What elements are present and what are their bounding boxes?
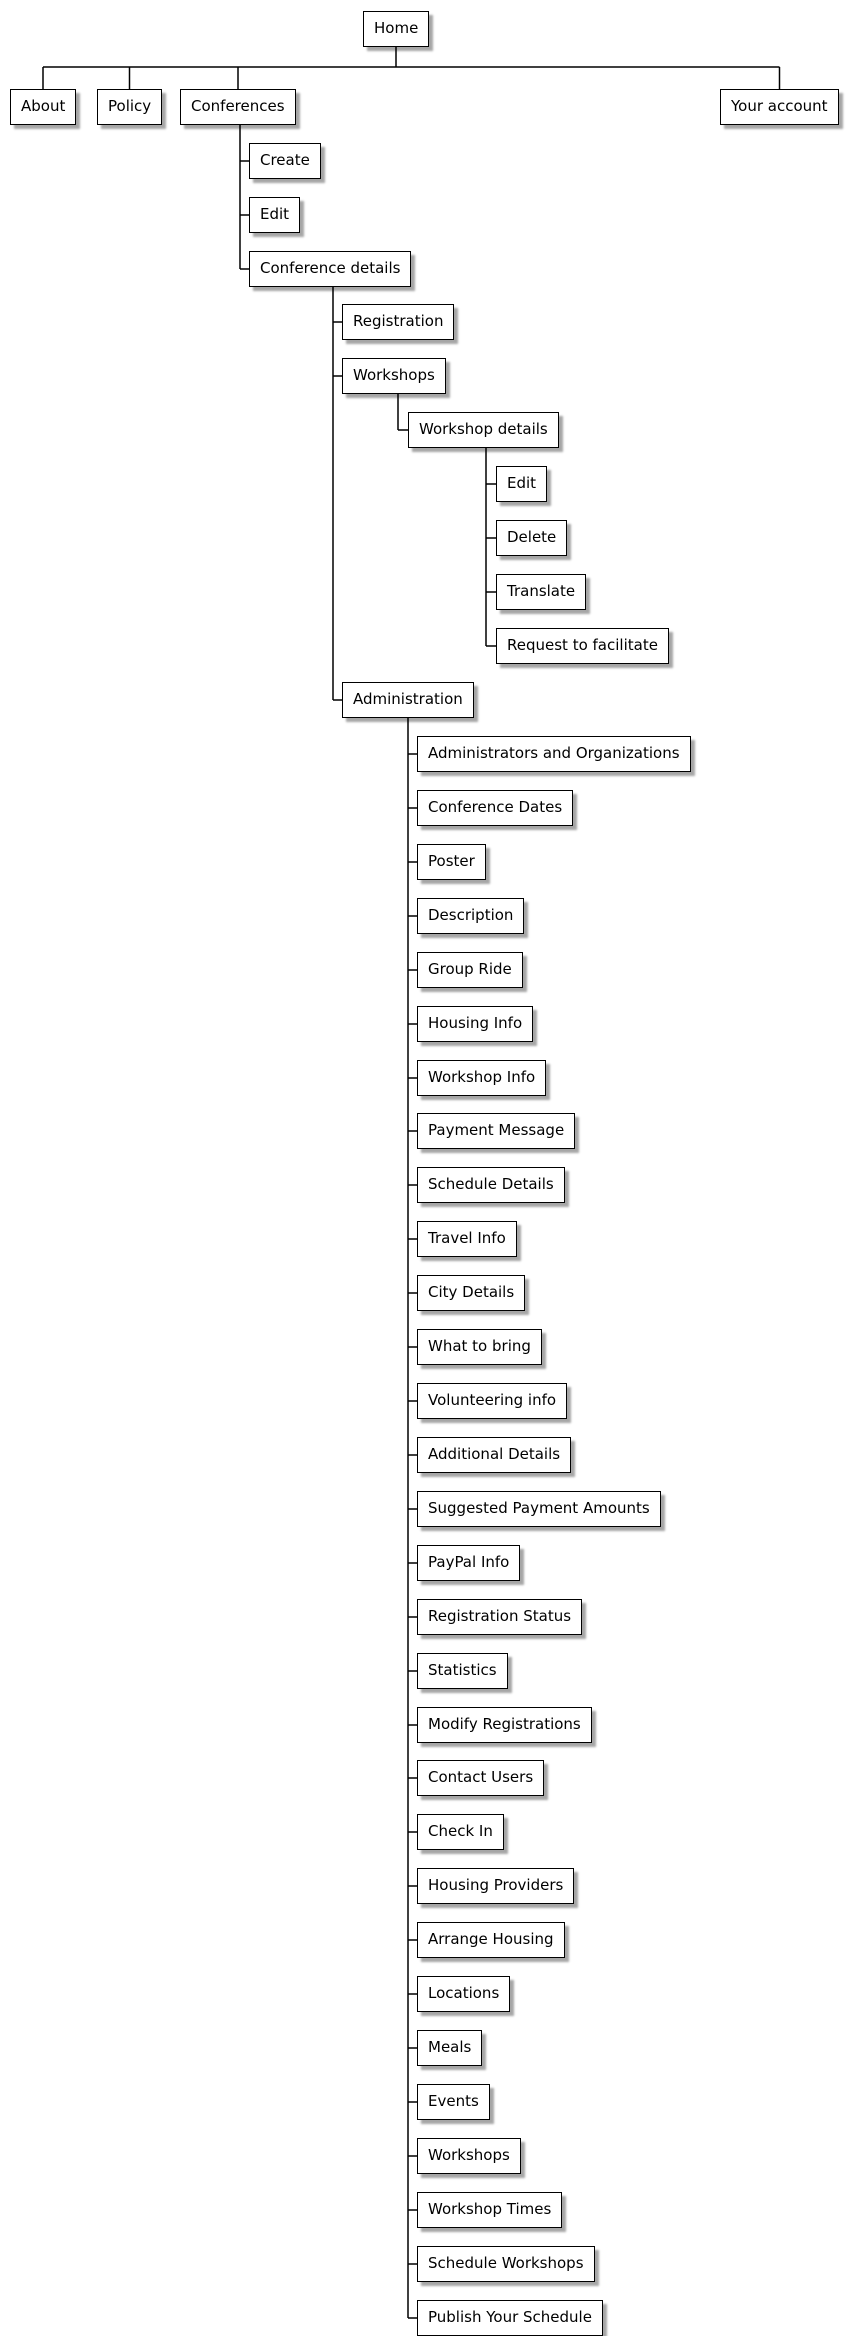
node-about: About: [10, 89, 76, 125]
node-admin-item: Workshop Info: [417, 1060, 546, 1096]
node-admin-item: Locations: [417, 1976, 510, 2012]
node-workshop-translate: Translate: [496, 574, 586, 610]
node-conferences: Conferences: [180, 89, 296, 125]
node-admin-item: Suggested Payment Amounts: [417, 1491, 661, 1527]
node-admin-item: Contact Users: [417, 1760, 544, 1796]
node-workshop-details: Workshop details: [408, 412, 559, 448]
node-workshop-edit: Edit: [496, 466, 547, 502]
node-admin-item: Payment Message: [417, 1113, 575, 1149]
node-admin-item: Group Ride: [417, 952, 523, 988]
node-workshop-delete: Delete: [496, 520, 567, 556]
node-workshop-request: Request to facilitate: [496, 628, 669, 664]
node-admin-item: What to bring: [417, 1329, 542, 1365]
node-admin-item: Housing Info: [417, 1006, 533, 1042]
node-policy: Policy: [97, 89, 162, 125]
node-admin-item: Poster: [417, 844, 486, 880]
node-admin-item: Additional Details: [417, 1437, 571, 1473]
node-admin-item: Travel Info: [417, 1221, 517, 1257]
node-admin-item: Check In: [417, 1814, 504, 1850]
node-admin-item: PayPal Info: [417, 1545, 520, 1581]
node-admin-item: Statistics: [417, 1653, 508, 1689]
node-admin-item: City Details: [417, 1275, 525, 1311]
node-administration: Administration: [342, 682, 474, 718]
node-admin-item: Description: [417, 898, 524, 934]
node-admin-item: Conference Dates: [417, 790, 573, 826]
node-admin-item: Events: [417, 2084, 490, 2120]
node-edit: Edit: [249, 197, 300, 233]
node-admin-item: Volunteering info: [417, 1383, 567, 1419]
node-admin-item: Housing Providers: [417, 1868, 574, 1904]
node-admin-item: Schedule Details: [417, 1167, 565, 1203]
node-admin-item: Arrange Housing: [417, 1922, 565, 1958]
node-your-account: Your account: [720, 89, 839, 125]
node-workshops: Workshops: [342, 358, 446, 394]
node-admin-item: Workshop Times: [417, 2192, 562, 2228]
node-admin-item: Meals: [417, 2030, 482, 2066]
node-admin-item: Publish Your Schedule: [417, 2300, 603, 2336]
node-create: Create: [249, 143, 321, 179]
node-admin-item: Schedule Workshops: [417, 2246, 595, 2282]
node-admin-item: Modify Registrations: [417, 1707, 592, 1743]
node-admin-item: Administrators and Organizations: [417, 736, 691, 772]
node-conference-details: Conference details: [249, 251, 411, 287]
node-home: Home: [363, 11, 429, 47]
node-admin-item: Workshops: [417, 2138, 521, 2174]
node-admin-item: Registration Status: [417, 1599, 582, 1635]
node-registration: Registration: [342, 304, 454, 340]
